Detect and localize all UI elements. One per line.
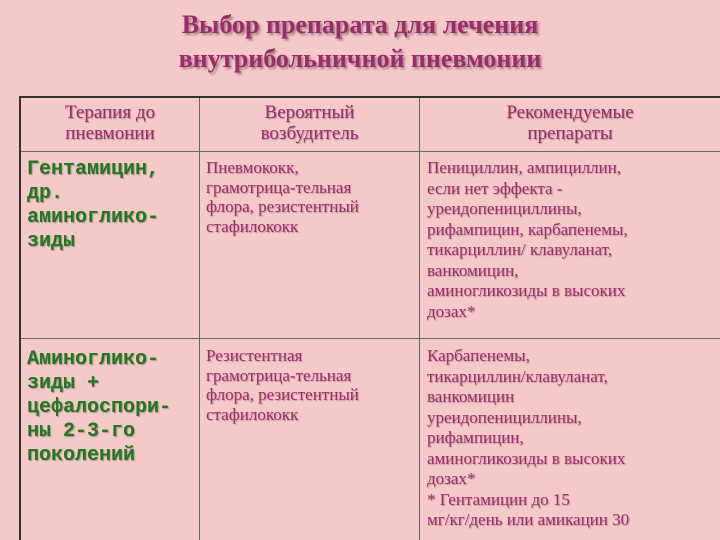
row1-drugs: Пенициллин, ампициллин, если нет эффекта - уреидопенициллины, рифампицин, карбапенемы, тикарциллин/ клавуланат, ванкомицин, аминогликозиды в высоких дозах* (427, 158, 628, 321)
treatment-table (19, 96, 720, 540)
column-divider (419, 98, 420, 540)
row-divider (21, 338, 720, 339)
title-line-2: внутрибольничной пневмонии (178, 44, 542, 73)
header-therapy: Терапия до пневмонии (65, 102, 155, 144)
row1-pathogen: Пневмококк, грамотрица-тельная флора, резистентный стафилококк (206, 158, 359, 236)
title-line-1: Выбор препарата для лечения (181, 10, 539, 39)
row2-therapy: Аминоглико- зиды + цефалоспори- ны 2-3-го поколений (27, 348, 172, 467)
row-divider (21, 151, 720, 152)
column-divider (199, 98, 200, 540)
header-drugs: Рекомендуемые препараты (506, 102, 634, 144)
row2-drugs: Карбапенемы, тикарциллин/клавуланат, ванкомицин уреидопенициллины, рифампицин, аминогликозиды в высоких дозах* * Гентамицин до 15 мг/кг/день или амикацин 30 (427, 346, 630, 529)
row1-therapy: Гентамицин, др. аминоглико- зиды (27, 158, 160, 253)
slide-title (0, 8, 720, 76)
header-pathogen: Вероятный возбудитель (260, 102, 359, 144)
row2-pathogen: Резистентная грамотрица-тельная флора, резистентный стафилококк (206, 346, 359, 424)
